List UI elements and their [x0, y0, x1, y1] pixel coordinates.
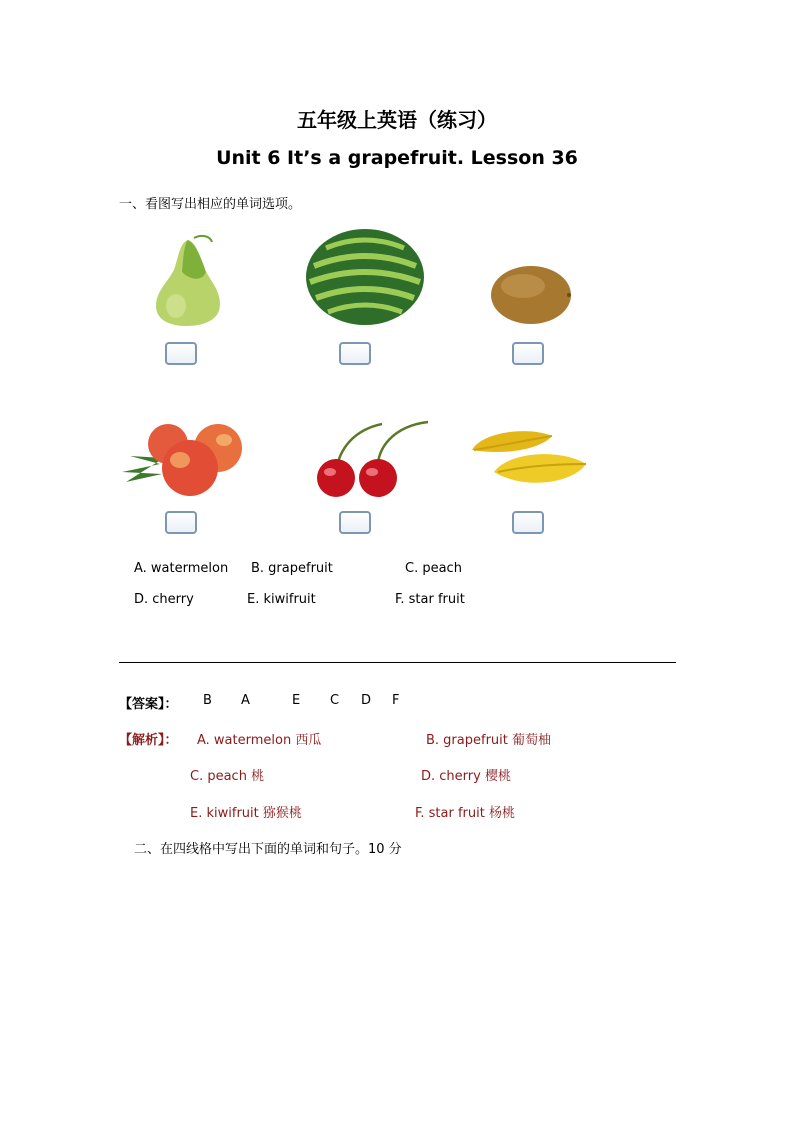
answer-3: E	[292, 693, 301, 708]
option-c: C. peach	[405, 561, 462, 576]
page-subtitle: Unit 6 It’s a grapefruit. Lesson 36	[216, 147, 578, 169]
option-a: A. watermelon	[134, 561, 229, 576]
option-f: F. star fruit	[395, 592, 465, 607]
analysis-item-b: B. grapefruit 葡萄柚	[426, 733, 551, 748]
divider-line	[119, 662, 676, 663]
answer-label: 【答案】：	[119, 697, 178, 712]
page-title: 五年级上英语（练习）	[297, 108, 497, 132]
section1-prompt: 一、看图写出相应的单词选项。	[119, 197, 302, 212]
section2-prompt: 二、在四线格中写出下面的单词和句子。10 分	[134, 842, 402, 857]
analysis-item-e: E. kiwifruit 猕猴桃	[190, 806, 302, 821]
answer-box-2[interactable]	[339, 342, 371, 365]
kiwifruit-image	[489, 264, 575, 326]
answer-box-3[interactable]	[512, 342, 544, 365]
cherry-image	[314, 418, 432, 498]
peach-image	[120, 422, 246, 498]
answer-box-5[interactable]	[339, 511, 371, 534]
analysis-item-c: C. peach 桃	[190, 769, 265, 784]
answer-box-4[interactable]	[165, 511, 197, 534]
analysis-item-d: D. cherry 樱桃	[421, 769, 511, 784]
option-b: B. grapefruit	[251, 561, 333, 576]
answer-box-1[interactable]	[165, 342, 197, 365]
answer-1: B	[203, 693, 212, 708]
answer-2: A	[241, 693, 250, 708]
answer-4: C	[330, 693, 340, 708]
analysis-item-f: F. star fruit 杨桃	[415, 806, 515, 821]
option-e: E. kiwifruit	[247, 592, 316, 607]
answer-6: F	[392, 693, 400, 708]
grapefruit-image	[150, 232, 225, 328]
analysis-item-a: A. watermelon 西瓜	[197, 733, 322, 748]
star-fruit-image	[468, 424, 592, 492]
option-d: D. cherry	[134, 592, 194, 607]
analysis-label: 【解析】：	[119, 733, 178, 748]
answer-5: D	[361, 693, 372, 708]
answer-box-6[interactable]	[512, 511, 544, 534]
watermelon-image	[304, 226, 426, 328]
